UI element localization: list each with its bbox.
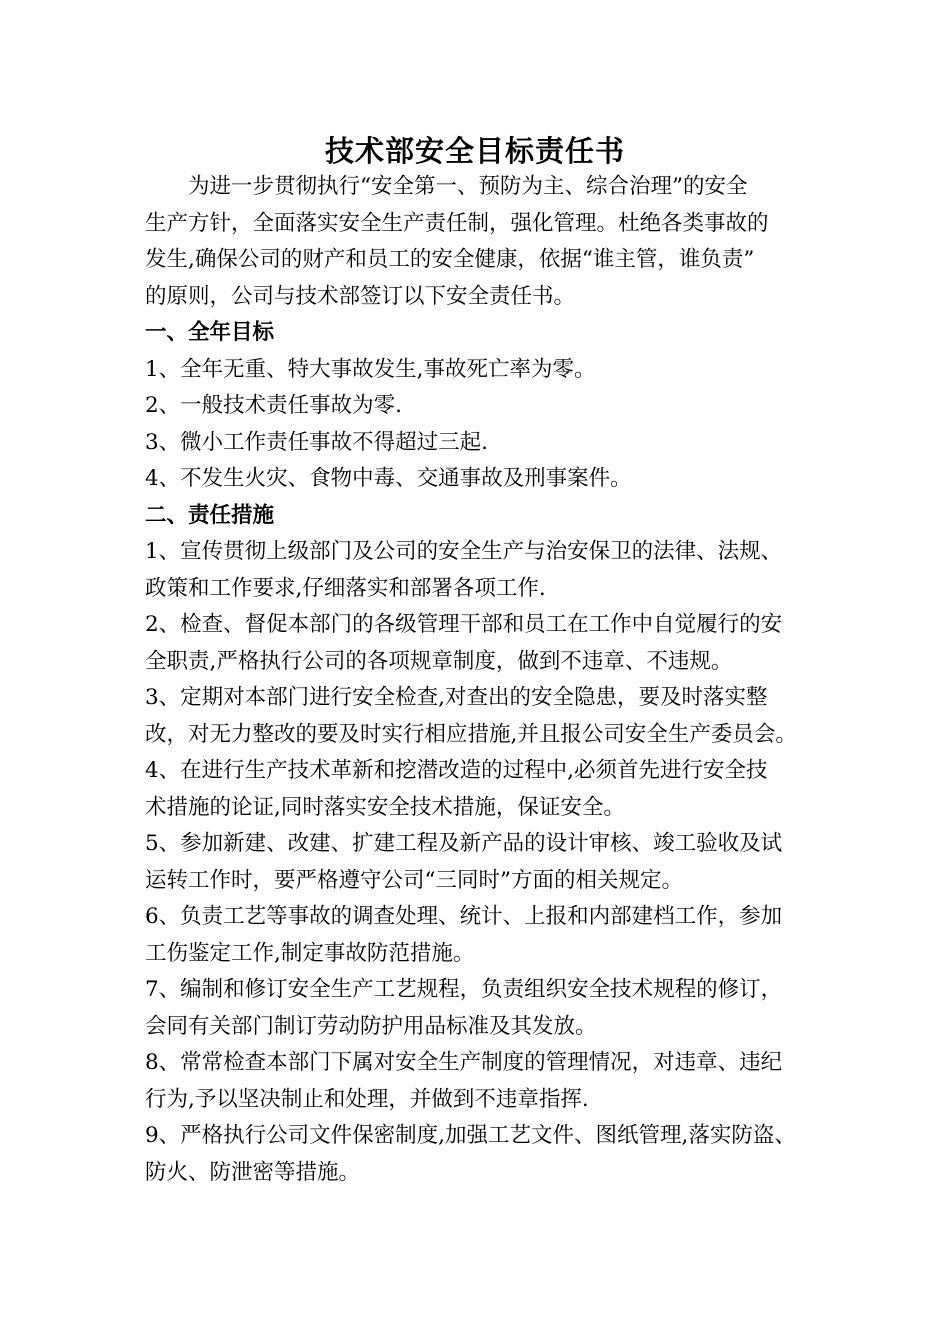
list-item: 2、一般技术责任事故为零. (145, 393, 403, 418)
text-line: 改，对无力整改的要及时实行相应措施,并且报公司安全生产委员会。 (145, 721, 797, 747)
intro-line: 的原则，公司与技术部签订以下安全责任书。 (145, 283, 576, 309)
document-body (145, 169, 835, 1191)
text-line: 运转工作时，要严格遵守公司“三同时”方面的相关规定。 (145, 867, 683, 893)
text-line: 9、严格执行公司文件保密制度,加强工艺文件、图纸管理,落实防盗、 (145, 1123, 796, 1148)
text-line: 全职责,严格执行公司的各项规章制度，做到不违章、不违规。 (145, 648, 733, 674)
text-line: 会同有关部门制订劳动防护用品标准及其发放。 (145, 1013, 597, 1039)
text-line: 术措施的论证,同时落实安全技术措施，保证安全。 (145, 794, 625, 820)
text-line: 5、参加新建、改建、扩建工程及新产品的设计审核、竣工验收及试 (145, 831, 783, 856)
list-item: 1、全年无重、特大事故发生,事故死亡率为零。 (145, 356, 596, 382)
intro-line: 生产方针，全面落实安全生产责任制，强化管理。杜绝各类事故的 (145, 210, 769, 236)
section-heading: 二、责任措施 (145, 502, 275, 528)
intro-line: 发生,确保公司的财产和员工的安全健康，依据“谁主管，谁负责” (145, 247, 755, 272)
text-line: 防火、防泄密等措施。 (145, 1159, 361, 1185)
text-line: 7、编制和修订安全生产工艺规程，负责组织安全技术规程的修订， (145, 977, 783, 1002)
text-line: 8、常常检查本部门下属对安全生产制度的管理情况，对违章、违纪 (145, 1050, 783, 1075)
intro-line: 为进一步贯彻执行“安全第一、预防为主、综合治理”的安全 (188, 174, 748, 199)
section-annual-goals (145, 315, 835, 498)
document-title: 技术部安全目标责任书 (324, 134, 625, 168)
text-line: 4、在进行生产技术革新和挖潜改造的过程中,必须首先进行安全技 (145, 758, 768, 783)
text-line: 3、定期对本部门进行安全检查,对查出的安全隐患，要及时落实整 (145, 685, 768, 710)
text-line: 1、宣传贯彻上级部门及公司的安全生产与治安保卫的法律、法规、 (145, 539, 783, 564)
text-line: 6、负责工艺等事故的调查处理、统计、上报和内部建档工作，参加 (145, 904, 783, 929)
list-item: 3、微小工作责任事故不得超过三起. (145, 429, 489, 455)
section-responsibility-measures (145, 498, 835, 1192)
text-line: 政策和工作要求,仔细落实和部署各项工作. (145, 575, 546, 601)
text-line: 行为,予以坚决制止和处理，并做到不违章指挥. (145, 1086, 589, 1112)
text-line: 工伤鉴定工作,制定事故防范措施。 (145, 940, 475, 966)
text-line: 2、检查、督促本部门的各级管理干部和员工在工作中自觉履行的安 (145, 612, 783, 637)
intro-paragraph (145, 169, 835, 315)
section-heading: 一、全年目标 (145, 320, 275, 345)
list-item: 4、不发生火灾、食物中毒、交通事故及刑事案件。 (145, 466, 632, 491)
